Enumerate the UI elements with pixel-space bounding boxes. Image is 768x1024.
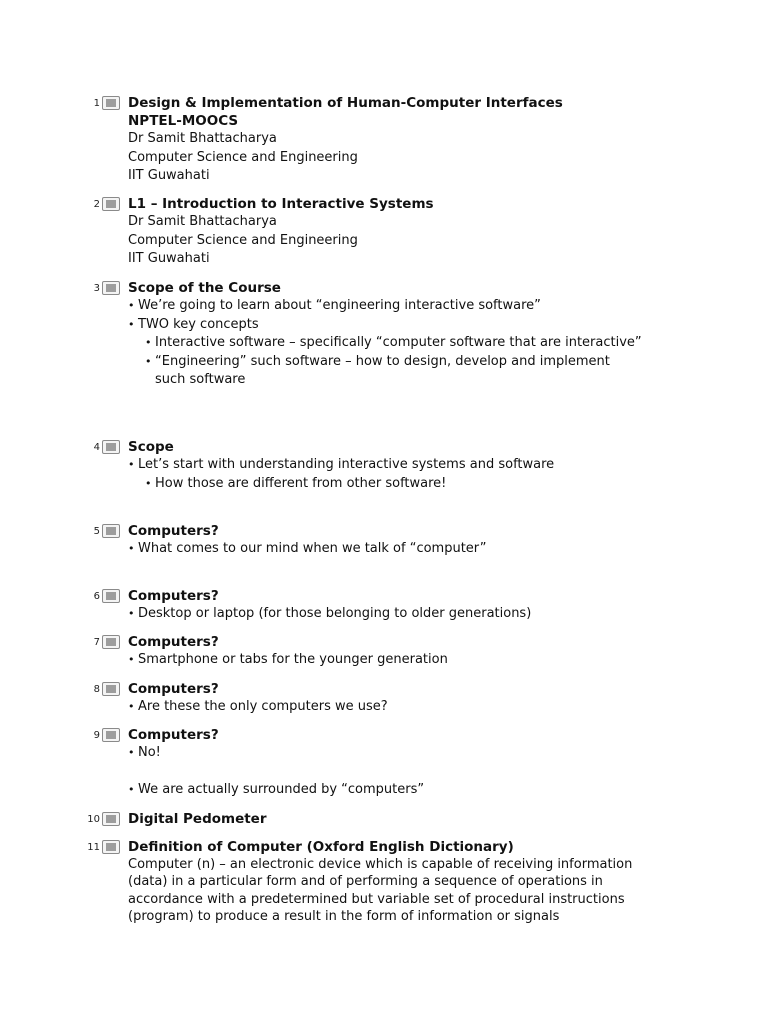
body-line: Dr Samit Bhattacharya <box>128 131 277 146</box>
bullet-item: • We’re going to learn about “engineering interactive software” <box>128 297 668 316</box>
slide-thumbnail-icon[interactable] <box>102 96 120 110</box>
bullet-item: • Let’s start with understanding interactive systems and software <box>128 456 668 475</box>
slide-number: 4 <box>93 442 100 453</box>
slide-thumbnail-icon[interactable] <box>102 524 120 538</box>
slide-title: Computers? <box>128 634 219 650</box>
slide-number: 2 <box>93 199 100 210</box>
bullet-item: • Desktop or laptop (for those belonging to older generations) <box>128 605 668 624</box>
slide-number: 5 <box>93 526 100 537</box>
slide-thumbnail-icon[interactable] <box>102 812 120 826</box>
bullet-item: • TWO key concepts <box>128 316 668 335</box>
slide-number: 3 <box>93 283 100 294</box>
slide-title: Computers? <box>128 588 219 604</box>
bullet-item: • Smartphone or tabs for the younger generation <box>128 651 668 670</box>
slide-title: Digital Pedometer <box>128 811 267 827</box>
slide-number: 8 <box>93 684 100 695</box>
bullet-item: • What comes to our mind when we talk of “computer” <box>128 540 668 559</box>
slide-thumbnail-icon[interactable] <box>102 589 120 603</box>
slide-thumbnail-icon[interactable] <box>102 728 120 742</box>
slide-number: 11 <box>87 842 100 853</box>
slide-number: 6 <box>93 591 100 602</box>
slide-number: 10 <box>87 814 100 825</box>
bullet-item: • No! <box>128 744 668 763</box>
slide-thumbnail-icon[interactable] <box>102 840 120 854</box>
slide-thumbnail-icon[interactable] <box>102 281 120 295</box>
slide-number: 9 <box>93 730 100 741</box>
body-line: Dr Samit Bhattacharya <box>128 214 277 229</box>
bullet-item: • We are actually surrounded by “computers” <box>128 781 668 800</box>
slide-title: Scope <box>128 439 174 455</box>
bullet-item: • Are these the only computers we use? <box>128 698 668 717</box>
slide-title: Computers? <box>128 727 219 743</box>
slide-title: Design & Implementation of Human-Computer Interfaces <box>128 95 563 111</box>
body-paragraph: Computer (n) – an electronic device which is capable of receiving information (data) in a particular form and of performing a sequence of operations in accordance with a predetermined but variable set of procedural instructions (program) to produce a result in the form of information or signals <box>128 857 633 924</box>
sub-bullet-item: • How those are different from other software! <box>145 475 668 494</box>
slide-number: 1 <box>93 98 100 109</box>
sub-bullet-item: • Interactive software – specifically “computer software that are interactive” <box>145 334 668 353</box>
body-line: IIT Guwahati <box>128 168 210 183</box>
slide-title: L1 – Introduction to Interactive Systems <box>128 196 434 212</box>
slide-title: Computers? <box>128 681 219 697</box>
sub-bullet-item: • “Engineering” such software – how to design, develop and implement such software <box>145 353 625 390</box>
body-line: IIT Guwahati <box>128 251 210 266</box>
slide-number: 7 <box>93 637 100 648</box>
slide-title: Scope of the Course <box>128 280 281 296</box>
body-line: Computer Science and Engineering <box>128 149 358 165</box>
slide-subtitle: NPTEL-MOOCS <box>128 113 239 129</box>
slide-title: Computers? <box>128 523 219 539</box>
slide-thumbnail-icon[interactable] <box>102 682 120 696</box>
slide-thumbnail-icon[interactable] <box>102 440 120 454</box>
slide-title: Definition of Computer (Oxford English Dictionary) <box>128 839 514 855</box>
slide-thumbnail-icon[interactable] <box>102 197 120 211</box>
slide-thumbnail-icon[interactable] <box>102 635 120 649</box>
body-line: Computer Science and Engineering <box>128 232 358 248</box>
